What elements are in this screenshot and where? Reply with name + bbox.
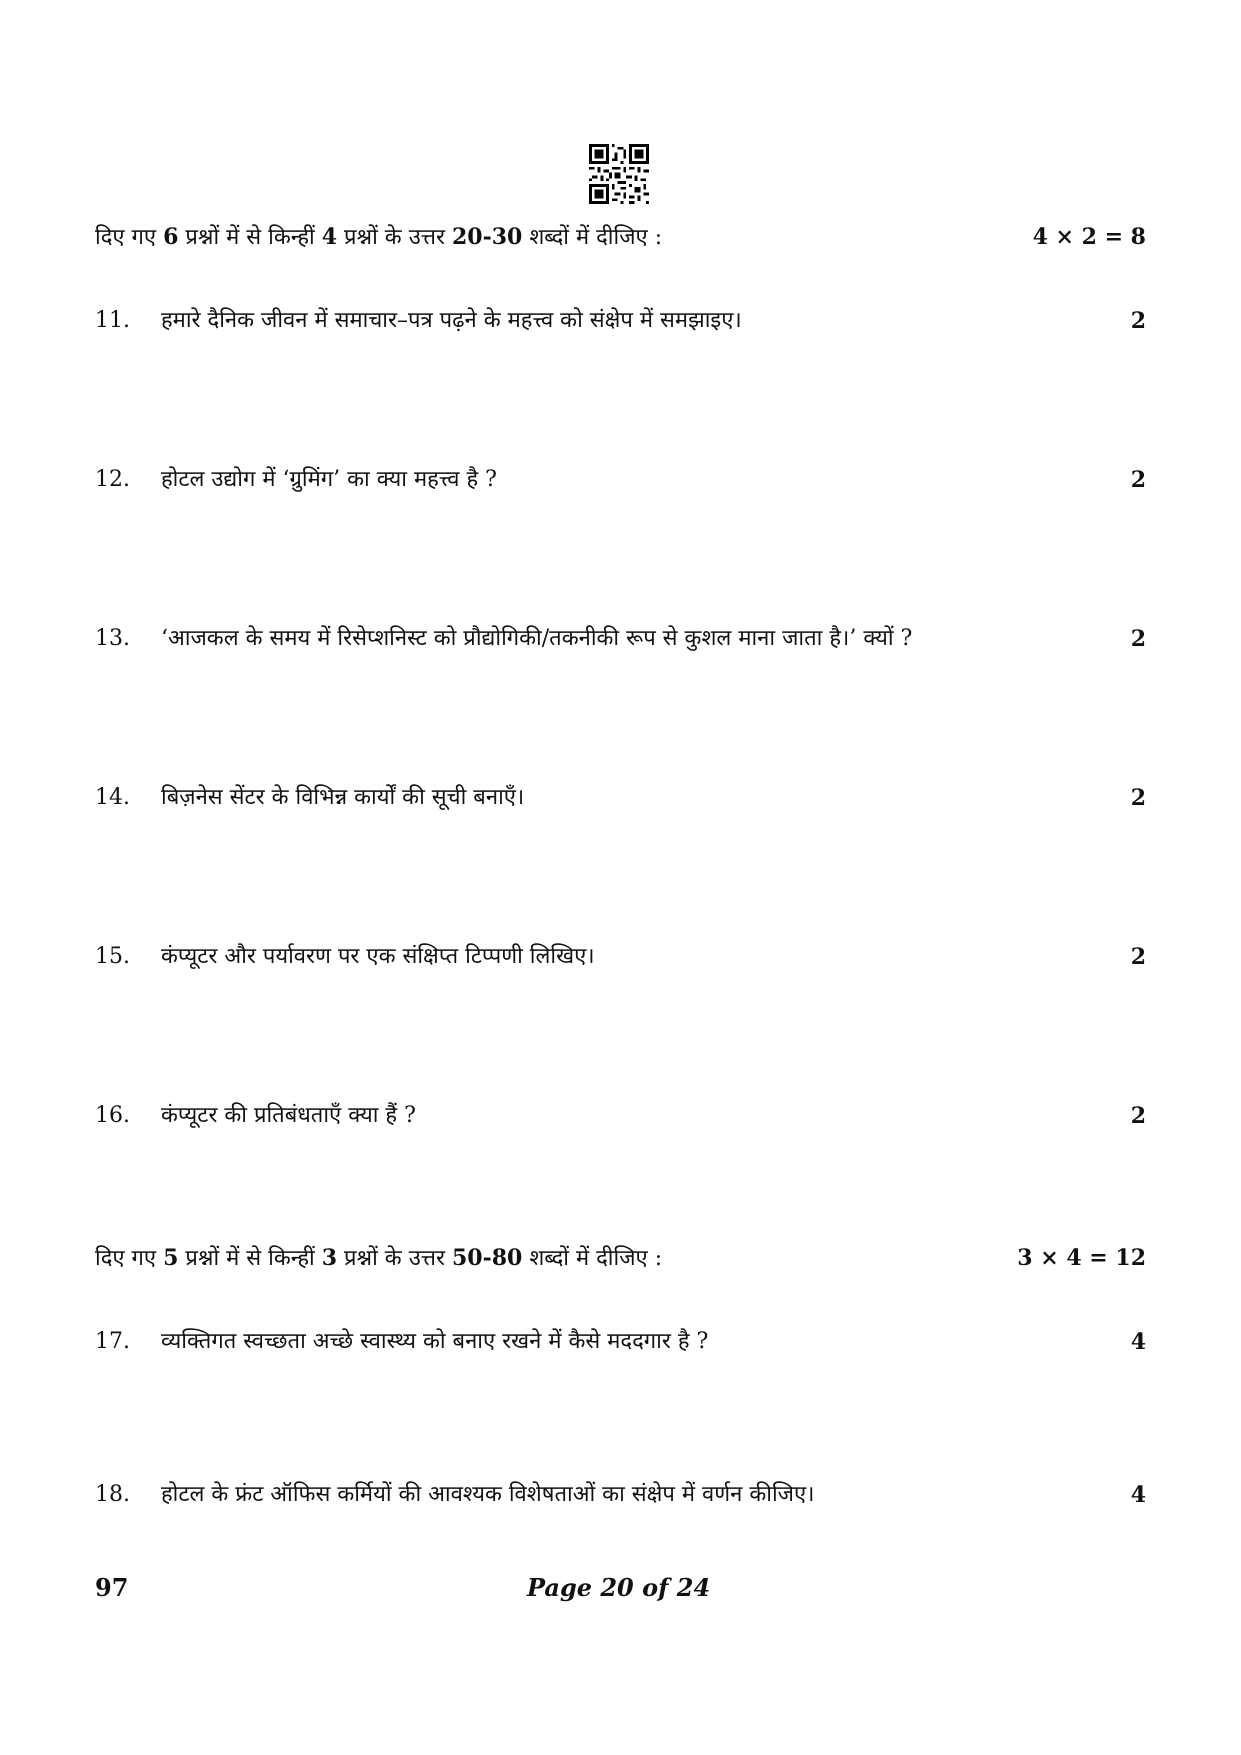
question-number: 13. xyxy=(95,626,130,651)
question-marks: 4 xyxy=(1130,1329,1146,1355)
question-text: हमारे दैनिक जीवन में समाचार–पत्र पढ़ने के महत्त्व को संक्षेप में समझाइए। xyxy=(161,308,742,333)
question-number: 12. xyxy=(95,467,130,492)
paper-code: 97 xyxy=(95,1573,129,1602)
question-number: 11. xyxy=(95,308,130,333)
question-number: 17. xyxy=(95,1329,130,1354)
qr-code-icon xyxy=(589,144,649,204)
question-marks: 2 xyxy=(1130,785,1146,811)
question-number: 15. xyxy=(95,944,130,969)
question-text: बिज़नेस सेंटर के विभिन्न कार्यों की सूची बनाएँ। xyxy=(161,785,525,810)
question-marks: 2 xyxy=(1130,944,1146,970)
instruction-text: दिए गए 5 प्रश्नों में से किन्हीं 3 प्रश्नों के उत्तर 50-80 शब्दों में दीजिए : xyxy=(95,1245,663,1271)
question-text: ‘आजकल के समय में रिसेप्शनिस्ट को प्रौद्योगिकी/तकनीकी रूप से कुशल माना जाता है।’ क्यों ? xyxy=(161,626,913,651)
section-marks: 3 × 4 = 12 xyxy=(1017,1245,1146,1271)
page-number: Page 20 of 24 xyxy=(527,1573,711,1602)
question-text: होटल के फ्रंट ऑफिस कर्मियों की आवश्यक विशेषताओं का संक्षेप में वर्णन कीजिए। xyxy=(161,1482,815,1507)
question-number: 14. xyxy=(95,785,130,810)
question-text: कंप्यूटर की प्रतिबंधताएँ क्या हैं ? xyxy=(161,1103,416,1128)
question-marks: 4 xyxy=(1130,1482,1146,1508)
question-marks: 2 xyxy=(1130,626,1146,652)
section-marks: 4 × 2 = 8 xyxy=(1032,224,1146,250)
question-number: 18. xyxy=(95,1482,130,1507)
question-number: 16. xyxy=(95,1103,130,1128)
question-text: होटल उद्योग में ‘ग्रुमिंग’ का क्या महत्त्व है ? xyxy=(161,467,497,492)
question-text: व्यक्तिगत स्वच्छता अच्छे स्वास्थ्य को बनाए रखने में कैसे मददगार है ? xyxy=(161,1329,709,1354)
question-marks: 2 xyxy=(1130,1103,1146,1129)
question-marks: 2 xyxy=(1130,467,1146,493)
instruction-text: दिए गए 6 प्रश्नों में से किन्हीं 4 प्रश्नों के उत्तर 20-30 शब्दों में दीजिए : xyxy=(95,224,663,250)
question-marks: 2 xyxy=(1130,308,1146,334)
question-text: कंप्यूटर और पर्यावरण पर एक संक्षिप्त टिप्पणी लिखिए। xyxy=(161,944,595,969)
